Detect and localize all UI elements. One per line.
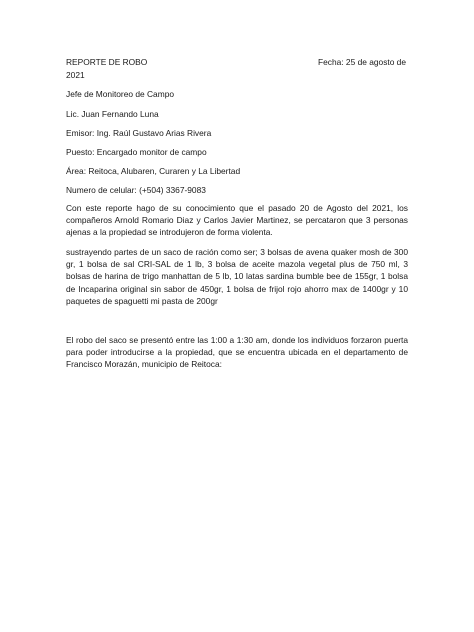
phone-line: Numero de celular: (+504) 3367-9083 xyxy=(66,185,206,195)
sender-line: Emisor: Ing. Raúl Gustavo Arias Rivera xyxy=(66,128,212,138)
location-paragraph: El robo del saco se presentó entre las 1:00 a 1:30 am, donde los individuos forzaron puerta para poder introducirse a la propiedad, que se encuentra ubicada en el departamento de Francisco Morazán, municipio de Reitoca: xyxy=(66,335,408,370)
recipient-role: Jefe de Monitoreo de Campo xyxy=(66,89,175,99)
recipient-name: Lic. Juan Fernando Luna xyxy=(66,109,159,119)
report-title: REPORTE DE ROBO xyxy=(66,57,148,67)
area-line: Área: Reitoca, Alubaren, Curaren y La Libertad xyxy=(66,166,241,176)
position-line: Puesto: Encargado monitor de campo xyxy=(66,147,207,157)
stolen-items-paragraph: sustrayendo partes de un saco de ración como ser; 3 bolsas de avena quaker mosh de 300 gr, 1 bolsa de sal CRI-SAL de 1 lb, 3 bolsa de aceite mazola vegetal plus de 750 ml, 3 bolsas de harina de trigo manhattan de 5 lb, 10 latas sardina bumble bee de 155gr, 1 bolsa de Incaparina original sin sabor de 450gr, 1 bolsa de frijol rojo ahorro max de 1400gr y 10 paquetes de spaguetti mi pasta de 200gr xyxy=(66,247,408,306)
report-date-year: 2021 xyxy=(66,70,85,80)
incident-paragraph: Con este reporte hago de su conocimiento que el pasado 20 de Agosto del 2021, los compañeros Arnold Romario Diaz y Carlos Javier Martinez, se percataron que 3 personas ajenas a la propiedad se introdujeron de forma violenta. xyxy=(66,203,408,238)
report-date: Fecha: 25 de agosto de xyxy=(318,57,407,67)
